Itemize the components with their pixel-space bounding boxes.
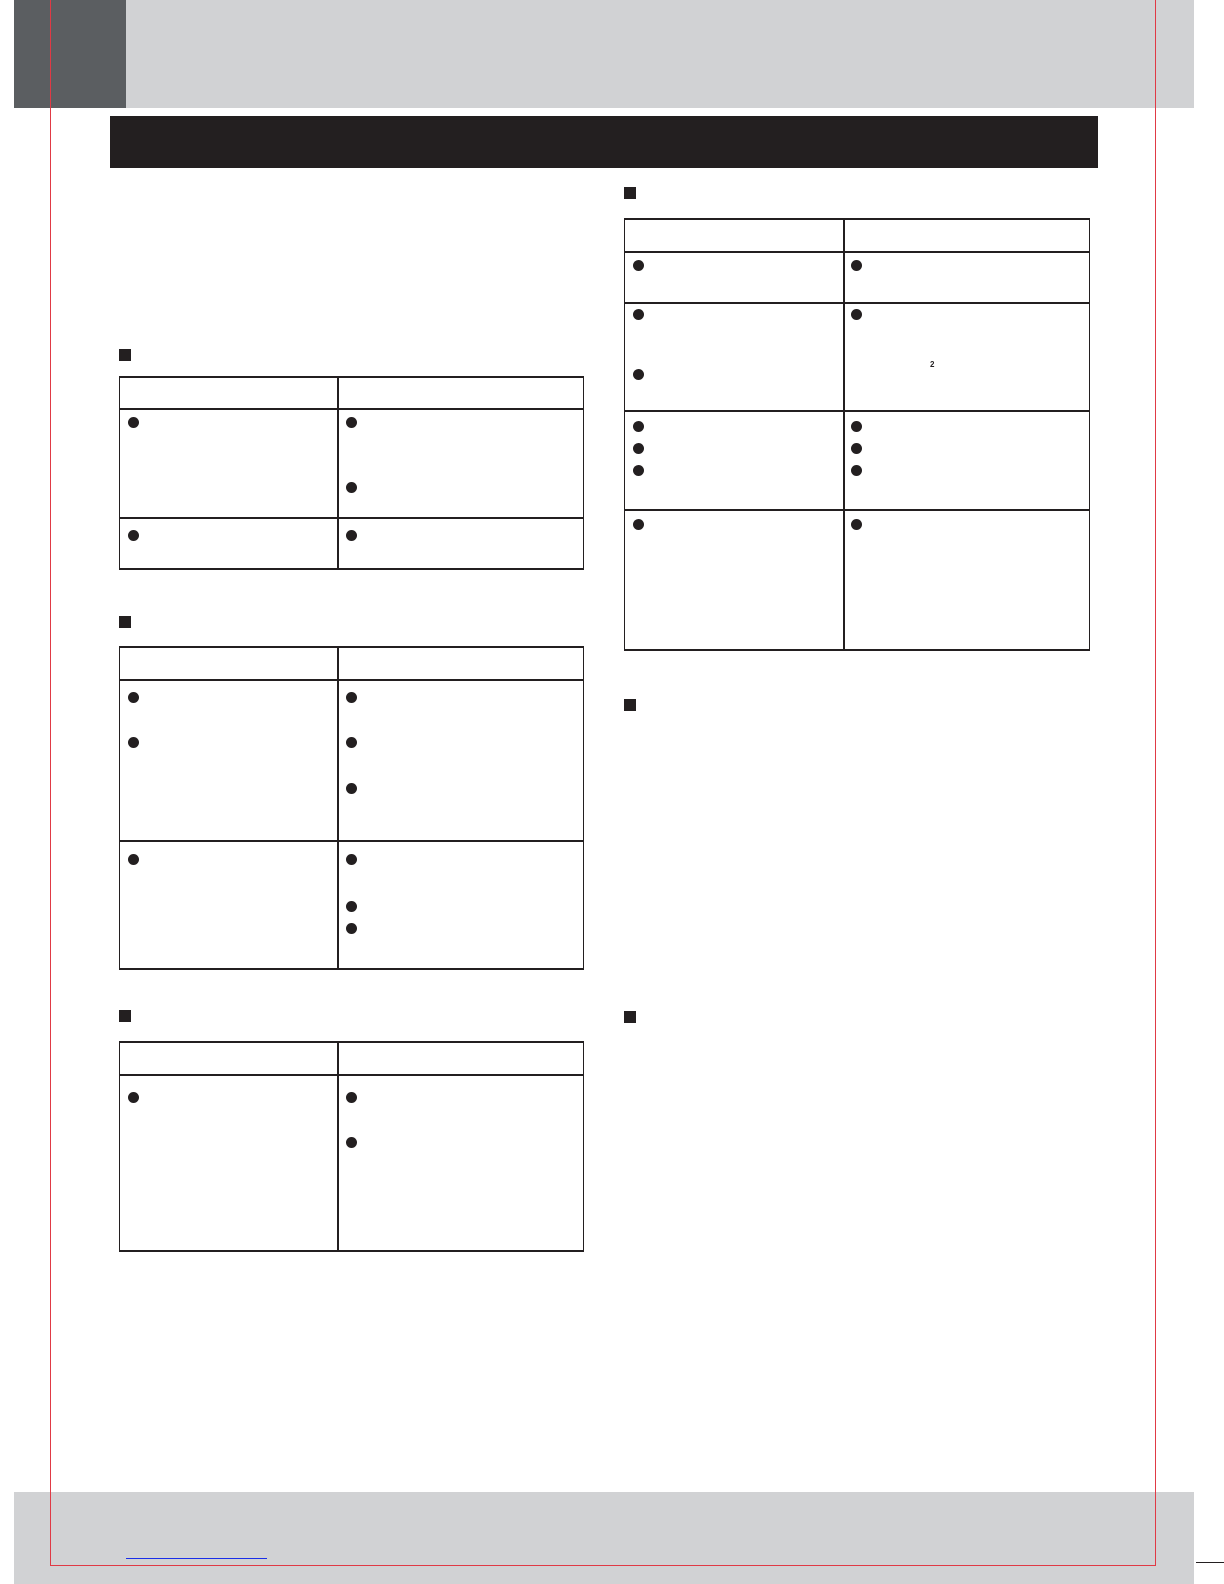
bullet-icon bbox=[128, 854, 139, 865]
spec-table bbox=[119, 646, 584, 970]
row-divider bbox=[120, 840, 583, 842]
section-square-icon bbox=[624, 187, 636, 199]
bullet-icon bbox=[633, 309, 644, 320]
bullet-icon bbox=[633, 421, 644, 432]
bullet-icon bbox=[346, 737, 357, 748]
bullet-icon bbox=[346, 923, 357, 934]
bullet-icon bbox=[633, 465, 644, 476]
section-square-icon bbox=[624, 1011, 636, 1023]
bullet-icon bbox=[128, 737, 139, 748]
footer-link[interactable] bbox=[126, 1558, 267, 1559]
row-divider bbox=[120, 517, 583, 519]
bullet-icon bbox=[633, 443, 644, 454]
table-header-row bbox=[625, 220, 1089, 253]
row-divider bbox=[625, 410, 1089, 412]
footer-rule bbox=[1196, 1562, 1224, 1563]
section-square-icon bbox=[119, 616, 131, 628]
spec-table bbox=[119, 376, 584, 570]
section-square-icon bbox=[119, 1010, 131, 1022]
column-divider bbox=[337, 378, 339, 568]
bullet-icon bbox=[128, 1092, 139, 1103]
bullet-icon bbox=[851, 260, 862, 271]
spec-table bbox=[624, 218, 1090, 651]
bullet-icon bbox=[346, 783, 357, 794]
bullet-icon bbox=[851, 443, 862, 454]
bullet-icon bbox=[346, 854, 357, 865]
bullet-icon bbox=[346, 1137, 357, 1148]
spec-table bbox=[119, 1041, 584, 1252]
bullet-icon bbox=[633, 369, 644, 380]
bullet-icon bbox=[128, 692, 139, 703]
bullet-icon bbox=[851, 465, 862, 476]
bullet-icon bbox=[346, 530, 357, 541]
bullet-icon bbox=[851, 519, 862, 530]
table-header-row bbox=[120, 648, 583, 681]
row-divider bbox=[625, 509, 1089, 511]
column-divider bbox=[337, 1043, 339, 1250]
bullet-icon bbox=[128, 530, 139, 541]
superscript-two: 2 bbox=[930, 360, 935, 369]
bullet-icon bbox=[851, 421, 862, 432]
row-divider bbox=[625, 302, 1089, 304]
bullet-icon bbox=[633, 519, 644, 530]
section-square-icon bbox=[119, 349, 131, 361]
bullet-icon bbox=[346, 417, 357, 428]
bullet-icon bbox=[346, 482, 357, 493]
column-divider bbox=[337, 648, 339, 968]
column-divider bbox=[843, 220, 845, 649]
table-header-row bbox=[120, 1043, 583, 1076]
bullet-icon bbox=[633, 260, 644, 271]
bullet-icon bbox=[851, 309, 862, 320]
bullet-icon bbox=[346, 692, 357, 703]
section-square-icon bbox=[624, 699, 636, 711]
bullet-icon bbox=[346, 901, 357, 912]
table-header-row bbox=[120, 378, 583, 410]
bullet-icon bbox=[346, 1092, 357, 1103]
bullet-icon bbox=[128, 417, 139, 428]
